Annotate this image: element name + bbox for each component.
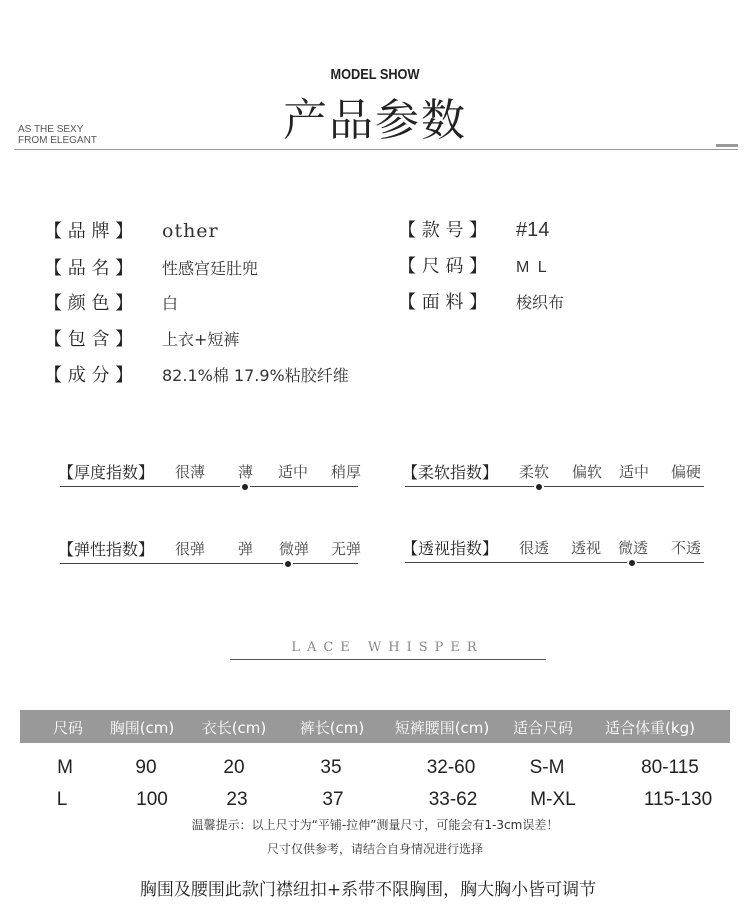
index-thickness-line xyxy=(60,486,240,487)
attr-includes-label: 【 包 含 】 xyxy=(44,329,134,350)
index-transparency-line xyxy=(637,562,704,563)
index-elasticity-option: 无弹 xyxy=(331,540,362,558)
attr-composition xyxy=(44,363,349,389)
index-elasticity-line xyxy=(293,563,358,564)
index-transparency-option: 微透 xyxy=(618,539,649,557)
attr-brand-value: other xyxy=(162,220,219,242)
size-table-cell: 115-130 xyxy=(643,789,713,810)
size-table-header-cell: 适合体重(kg) xyxy=(605,719,695,737)
index-elasticity-line xyxy=(60,563,283,564)
index-transparency-marker xyxy=(629,560,635,566)
header-cn-title: 产品参数 xyxy=(283,95,467,146)
index-elasticity-option: 微弹 xyxy=(279,540,310,558)
index-softness-line xyxy=(405,486,534,487)
attr-name-label: 【 品 名 】 xyxy=(44,258,134,279)
index-softness-option: 偏软 xyxy=(572,463,603,481)
size-table-cell: 32-60 xyxy=(426,757,476,778)
attr-brand-label: 【 品 牌 】 xyxy=(44,221,134,242)
attr-name xyxy=(44,256,258,282)
lace-whisper-title: LACE WHISPER xyxy=(291,640,484,655)
index-softness-option: 适中 xyxy=(619,463,650,481)
index-transparency-option: 很透 xyxy=(519,539,550,557)
index-thickness-option: 稍厚 xyxy=(331,463,362,481)
attr-style-no xyxy=(398,217,549,243)
index-thickness-title: 【厚度指数】 xyxy=(58,463,155,482)
index-thickness-marker xyxy=(242,484,248,490)
size-table-cell: 37 xyxy=(322,789,344,810)
size-table-cell: L xyxy=(56,789,68,810)
attr-size-label: 【 尺 码 】 xyxy=(398,256,488,277)
header-divider-mark xyxy=(716,144,738,147)
index-elasticity-option: 很弹 xyxy=(175,540,206,558)
size-table-header-cell: 衣长(cm) xyxy=(201,719,267,737)
index-softness-line xyxy=(544,486,704,487)
size-table-cell: 35 xyxy=(320,757,342,778)
header-side-text xyxy=(18,124,97,146)
index-thickness-line xyxy=(250,486,358,487)
index-elasticity-marker xyxy=(285,561,291,567)
attr-color-value: 白 xyxy=(162,294,179,313)
attr-name-value: 性感宫廷肚兜 xyxy=(162,259,259,278)
attr-composition-value: 82.1%棉 17.9%粘胶纤维 xyxy=(162,366,349,385)
size-table-header-cell: 短裤腰围(cm) xyxy=(394,719,490,737)
index-softness-title: 【柔软指数】 xyxy=(402,463,499,482)
attr-composition-label: 【 成 分 】 xyxy=(44,365,134,386)
size-table-cell: 23 xyxy=(226,789,248,810)
tip-line1: 温馨提示：以上尺寸为“平铺-拉伸”测量尺寸，可能会有1-3cm误差！ xyxy=(191,818,559,832)
attr-color xyxy=(44,291,178,317)
header-en-title: MODEL SHOW xyxy=(330,66,420,83)
attr-size-value: M L xyxy=(516,259,549,276)
tip-line2: 尺寸仅供参考，请结合自身情况进行选择 xyxy=(266,842,483,856)
attr-includes xyxy=(44,327,239,353)
size-table-cell: 90 xyxy=(135,757,157,778)
index-transparency-title: 【透视指数】 xyxy=(402,539,499,558)
attr-fabric-label: 【 面 料 】 xyxy=(398,292,488,313)
attr-fabric-value: 梭织布 xyxy=(516,293,565,312)
index-softness-option: 偏硬 xyxy=(671,463,702,481)
header-side-line1: AS THE SEXY xyxy=(18,124,84,135)
size-table-cell: S-M xyxy=(529,757,565,778)
size-table-cell: 100 xyxy=(136,789,168,810)
bottom-note: 胸围及腰围此款门襟纽扣+系带不限胸围，胸大胸小皆可调节 xyxy=(139,880,597,900)
size-table-header-cell: 裤长(cm) xyxy=(299,719,365,737)
header-divider xyxy=(14,149,738,150)
attr-includes-value: 上衣+短裤 xyxy=(162,330,240,349)
attr-style-no-label: 【 款 号 】 xyxy=(398,220,488,241)
size-table-cell: M xyxy=(57,757,73,778)
size-table-cell: 20 xyxy=(223,757,245,778)
size-table-header-cell: 胸围(cm) xyxy=(109,719,175,737)
index-elasticity-title: 【弹性指数】 xyxy=(58,540,155,559)
size-table-cell: M-XL xyxy=(530,789,576,810)
index-transparency-option: 不透 xyxy=(671,539,702,557)
header-side-line2: FROM ELEGANT xyxy=(18,135,97,146)
attr-fabric xyxy=(398,290,564,316)
size-table-cell: 80-115 xyxy=(641,757,699,778)
lace-whisper-underline xyxy=(230,659,546,660)
attr-color-label: 【 颜 色 】 xyxy=(44,293,134,314)
size-table-header-cell: 尺码 xyxy=(52,719,83,737)
index-softness-marker xyxy=(536,484,542,490)
attr-brand xyxy=(44,218,219,244)
index-thickness-option: 很薄 xyxy=(175,463,206,481)
index-elasticity-option: 弹 xyxy=(238,540,254,558)
size-table-cell: 33-62 xyxy=(428,789,478,810)
size-table-header-cell: 适合尺码 xyxy=(512,719,573,737)
index-thickness-option: 适中 xyxy=(278,463,309,481)
index-transparency-line xyxy=(405,562,627,563)
attr-size xyxy=(398,254,549,280)
index-transparency-option: 透视 xyxy=(571,539,602,557)
attr-style-no-value: #14 xyxy=(516,219,550,241)
index-softness-option: 柔软 xyxy=(519,463,550,481)
index-thickness-option: 薄 xyxy=(238,463,254,481)
